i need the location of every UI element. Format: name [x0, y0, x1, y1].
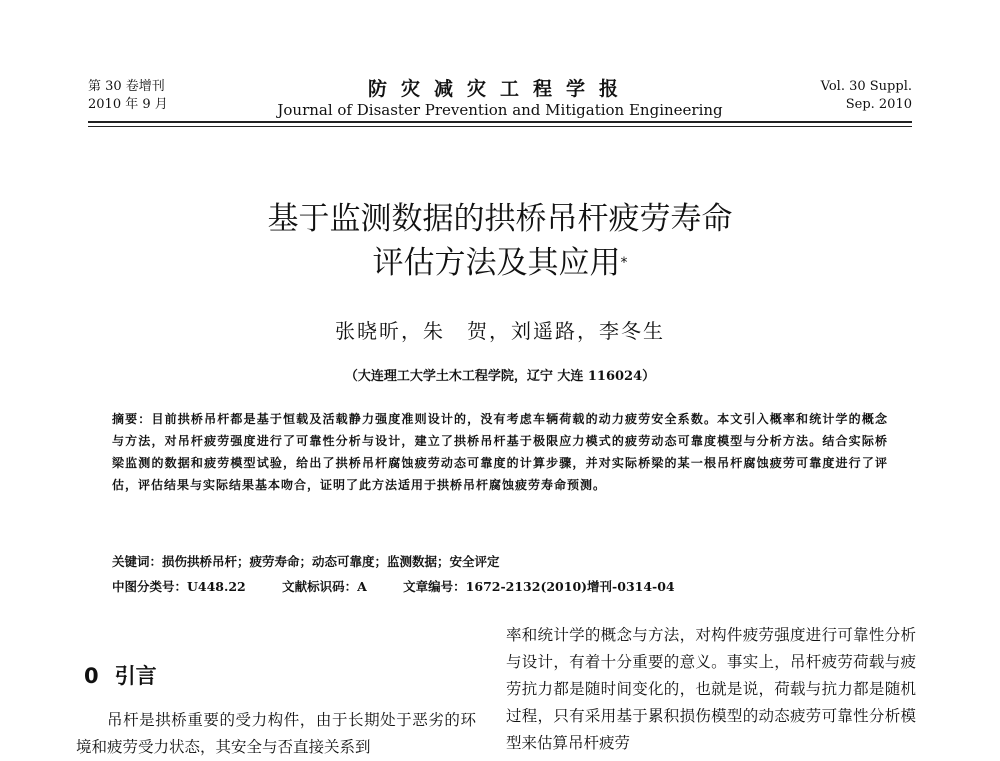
section-number: 0	[84, 664, 99, 688]
document-code: 文献标识码：A	[282, 579, 367, 594]
title-line-1: 基于监测数据的拱桥吊杆疲劳寿命	[267, 201, 733, 237]
volume-en: Vol. 30 Suppl.	[820, 79, 912, 94]
header-rule-thin	[88, 126, 912, 127]
header-center	[88, 78, 912, 120]
header-rule-thick	[88, 121, 912, 123]
journal-name-en: Journal of Disaster Prevention and Mitigation Engineering	[277, 101, 723, 119]
keywords: 关键词：损伤拱桥吊杆；疲劳寿命；动态可靠度；监测数据；安全评定	[112, 554, 500, 569]
footnote-mark: *	[620, 255, 628, 271]
publication-date-cn: 2010 年 9 月	[88, 97, 168, 112]
journal-name-cn: 防灾减灾工程学报	[367, 78, 632, 100]
section-title: 引言	[114, 664, 157, 688]
article-number: 文章编号：1672-2132(2010)增刊-0314-04	[403, 579, 675, 594]
author-list: 张晓昕，朱 贺，刘遥路，李冬生	[335, 319, 665, 343]
publication-date-en: Sep. 2010	[845, 97, 912, 112]
paper-title	[0, 197, 1000, 285]
title-line-2	[0, 241, 1000, 285]
volume-issue: 第 30 卷增刊	[88, 79, 165, 94]
classification-line	[112, 577, 888, 595]
title-line-2-text: 评估方法及其应用	[372, 245, 621, 281]
abstract: 摘要：目前拱桥吊杆都是基于恒载及活载静力强度准则设计的，没有考虑车辆荷载的动力疲劳安全系数。本文引入概率和统计学的概念与方法，对吊杆疲劳强度进行了可靠性分析与设计，建立了拱桥吊杆基于极限应力模式的疲劳动态可靠度模型与分析方法。结合实际桥梁监测的数据和疲劳模型试验，给出了拱桥吊杆腐蚀疲劳动态可靠度的计算步骤，并对实际桥梁的某一根吊杆腐蚀疲劳可靠度进行了评估，评估结果与实际结果基本吻合，证明了此方法适用于拱桥吊杆腐蚀疲劳寿命预测。	[112, 412, 888, 492]
header-right	[821, 78, 912, 114]
section-heading	[84, 660, 157, 690]
body-column-right: 率和统计学的概念与方法，对构件疲劳强度进行可靠性分析与设计，有着十分重要的意义。事实上，吊杆疲劳荷载与疲劳抗力都是随时间变化的，也就是说，荷载与抗力都是随机过程，只有采用基于累积损伤模型的动态疲劳可靠性分析模型来估算吊杆疲劳	[506, 626, 916, 752]
affiliation: （大连理工大学土木工程学院，辽宁 大连 116024）	[344, 369, 656, 384]
clc-number: 中图分类号：U448.22	[112, 579, 246, 594]
body-column-left: 吊杆是拱桥重要的受力构件，由于长期处于恶劣的环境和疲劳受力状态，其安全与否直接关系到	[76, 711, 476, 756]
